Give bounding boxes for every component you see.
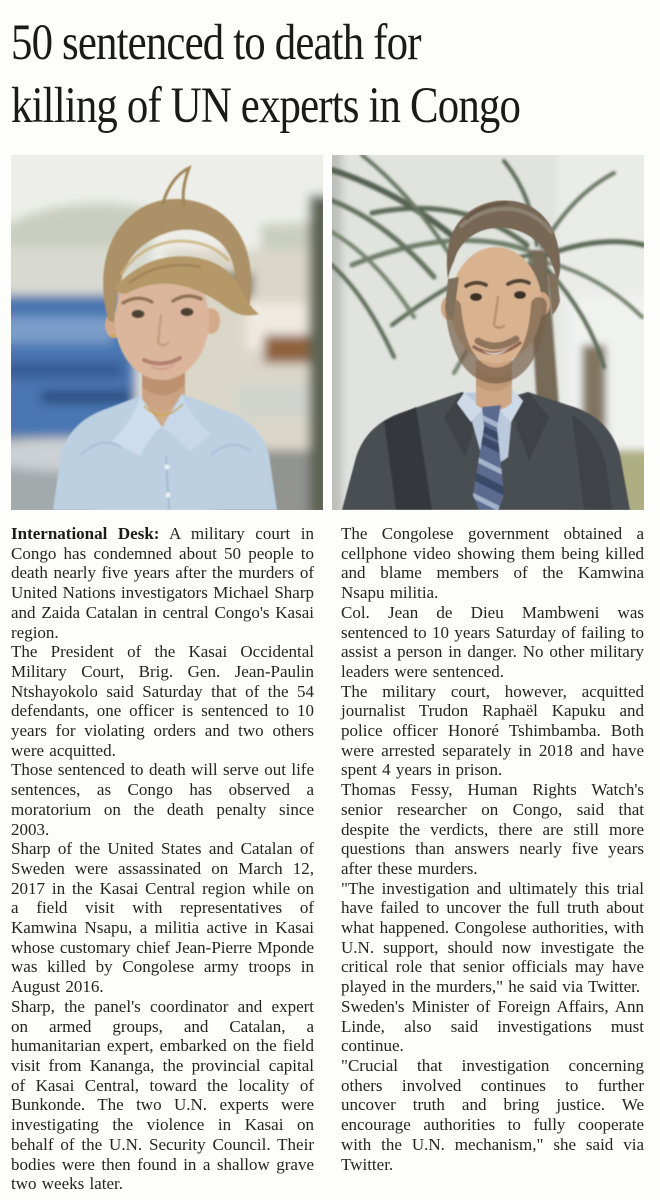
paragraph-fessy: Thomas Fessy, Human Rights Watch's senior researcher on Congo, said that despite the verdicts, there are still more questions than answers nearly five years after these murders. (341, 780, 644, 878)
paragraph-assassinated: Sharp of the United States and Catalan of Sweden were assassinated on March 12, 2017 in the Kasai Central region while on a field visit with representatives of Kamwina Nsapu, a militia active in Kasai whose customary chief Jean-Pierre Mponde was killed by Congolese army troops in August 2016. (11, 839, 314, 997)
paragraph-sentences: Those sentenced to death will serve out life sentences, as Congo has observed a moratorium on the death penalty since 2003. (11, 760, 314, 839)
article-column-left (11, 524, 314, 1194)
article-body (11, 524, 644, 1194)
photo-woman-portrait (11, 155, 323, 510)
photo-row (11, 155, 644, 510)
headline-line-2: killing of UN experts in Congo (11, 78, 521, 134)
paragraph-linde-quote: "Crucial that investigation concerning others involved continues to further uncover truth and bring justice. We encourage authorities to fully cooperate with the U.N. mechanism," she said via Twitter. (341, 1055, 644, 1174)
paragraph-field-visit: Sharp, the panel's coordinator and expert on armed groups, and Catalan, a humanitarian expert, embarked on the field visit from Kananga, the provincial capital of Kasai Central, toward the locality of Bunkonde. The two U.N. experts were investigating the violence in Kasai on behalf of the U.N. Security Council. Their bodies were then found in a shallow grave two weeks later. (11, 996, 314, 1194)
photo-woman-illustration (11, 155, 323, 510)
headline-line-1: 50 sentenced to death for (11, 15, 421, 71)
paragraph-text: A military court in Congo has condemned about 50 people to death nearly five years after the murders of United Nations investigators Michael Sharp and Zaida Catalan in central Congo's Kasai region. (11, 524, 314, 642)
dateline-lead: International Desk: (11, 524, 160, 543)
paragraph-president: The President of the Kasai Occidental Military Court, Brig. Gen. Jean-Paulin Ntshayokolo said Saturday that of the 54 defendants, one officer is sentenced to 10 years for violating orders and two others were acquitted. (11, 642, 314, 760)
paragraph-fessy-quote: "The investigation and ultimately this trial have failed to uncover the full truth about what happened. Congolese authorities, with U.N. support, should now investigate the critical role that senior officials may have played in the murders," he said via Twitter. (341, 878, 644, 997)
article-column-right (341, 524, 644, 1194)
paragraph-cellphone-video: The Congolese government obtained a cellphone video showing them being killed and blame members of the Kamwina Nsapu militia. (341, 524, 644, 603)
paragraph-linde: Sweden's Minister of Foreign Affairs, Ann Linde, also said investigations must continue. (341, 996, 644, 1056)
paragraph-acquitted: The military court, however, acquitted journalist Trudon Raphaël Kapuku and police officer Honoré Tshimbamba. Both were arrested separately in 2018 and have spent 4 years in prison. (341, 681, 644, 780)
article-headline (11, 12, 644, 138)
photo-man-portrait (332, 155, 644, 510)
paragraph-intl-desk (11, 524, 314, 642)
paragraph-mambweni: Col. Jean de Dieu Mambweni was sentenced to 10 years Saturday of failing to assist a person in danger. No other military leaders were sentenced. (341, 602, 644, 681)
photo-man-illustration (332, 155, 644, 510)
